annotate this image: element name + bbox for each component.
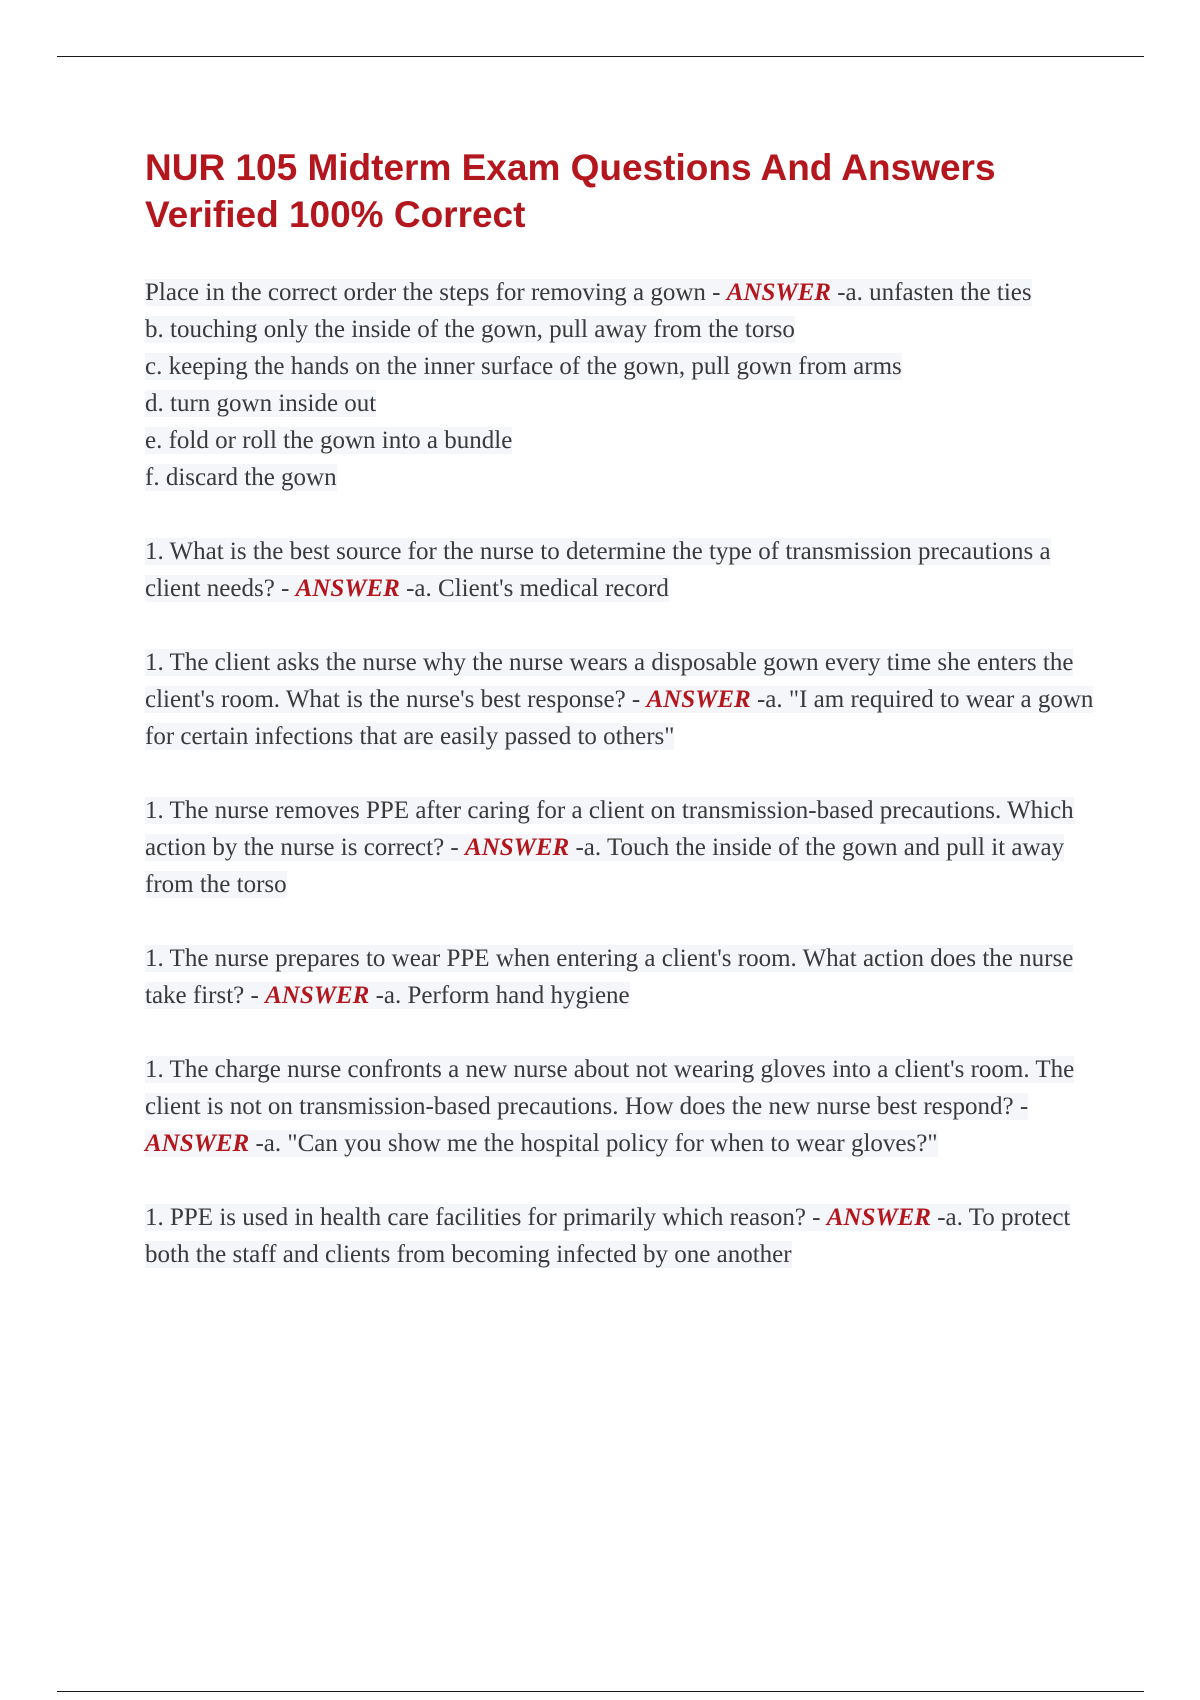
qa-item [145,533,1100,607]
qa-text [145,1056,1074,1157]
footer-rule [57,1691,1144,1692]
gown-step: c. keeping the hands on the inner surface of the gown, pull gown from arms [145,353,902,380]
gown-step: f. discard the gown [145,464,337,491]
question-text: 1. What is the best source for the nurse to determine the type of transmission precautions a client needs? - [145,538,1051,602]
qa-item [145,1051,1100,1162]
qa-item [145,1199,1100,1273]
qa-text [145,797,1074,898]
answer-text: -a. "Can you show me the hospital policy for when to wear gloves?" [249,1130,938,1157]
answer-keyword: ANSWER [295,575,400,602]
qa-item [145,274,1100,496]
answer-keyword: ANSWER [646,686,751,713]
qa-item [145,644,1100,755]
question-text: 1. The nurse prepares to wear PPE when entering a client's room. What action does the nurse take first? - [145,945,1074,1009]
answer-text: -a. unfasten the ties [830,279,1032,306]
qa-text [145,945,1073,1009]
answer-text: -a. Touch the inside of the gown and pull it away from the torso [145,834,1065,898]
answer-keyword: ANSWER [826,1204,931,1231]
qa-item [145,940,1100,1014]
question-text: 1. PPE is used in health care facilities for primarily which reason? - [145,1204,827,1231]
answer-text: -a. To protect both the staff and clients from becoming infected by one another [145,1204,1071,1268]
answer-keyword: ANSWER [145,1130,250,1157]
answer-text: -a. Perform hand hygiene [369,982,630,1009]
header-rule [57,56,1144,57]
gown-step: b. touching only the inside of the gown, pull away from the torso [145,316,795,343]
gown-step: e. fold or roll the gown into a bundle [145,427,513,454]
qa-text [145,538,1051,602]
gown-step: d. turn gown inside out [145,390,377,417]
qa-text [145,649,1093,750]
question-text: 1. The client asks the nurse why the nurse wears a disposable gown every time she enters the client's room. What is the nurse's best response? - [145,649,1074,713]
answer-keyword: ANSWER [726,279,831,306]
answer-text: -a. "I am required to wear a gown for certain infections that are easily passed to others" [145,686,1094,750]
question-text: 1. The nurse removes PPE after caring for a client on transmission-based precautions. Which action by the nurse is correct? - [145,797,1074,861]
document-body [145,144,1100,1273]
question-text: Place in the correct order the steps for removing a gown - [145,279,727,306]
qa-text [145,1204,1070,1268]
answer-keyword: ANSWER [465,834,570,861]
document-title: NUR 105 Midterm Exam Questions And Answers Verified 100% Correct [145,147,996,235]
qa-item [145,792,1100,903]
qa-text [145,279,1032,306]
answer-keyword: ANSWER [265,982,370,1009]
question-text: 1. The charge nurse confronts a new nurse about not wearing gloves into a client's room. The client is not on transmission-based precautions. How does the new nurse best respond? - [145,1056,1075,1120]
answer-text: -a. Client's medical record [399,575,669,602]
